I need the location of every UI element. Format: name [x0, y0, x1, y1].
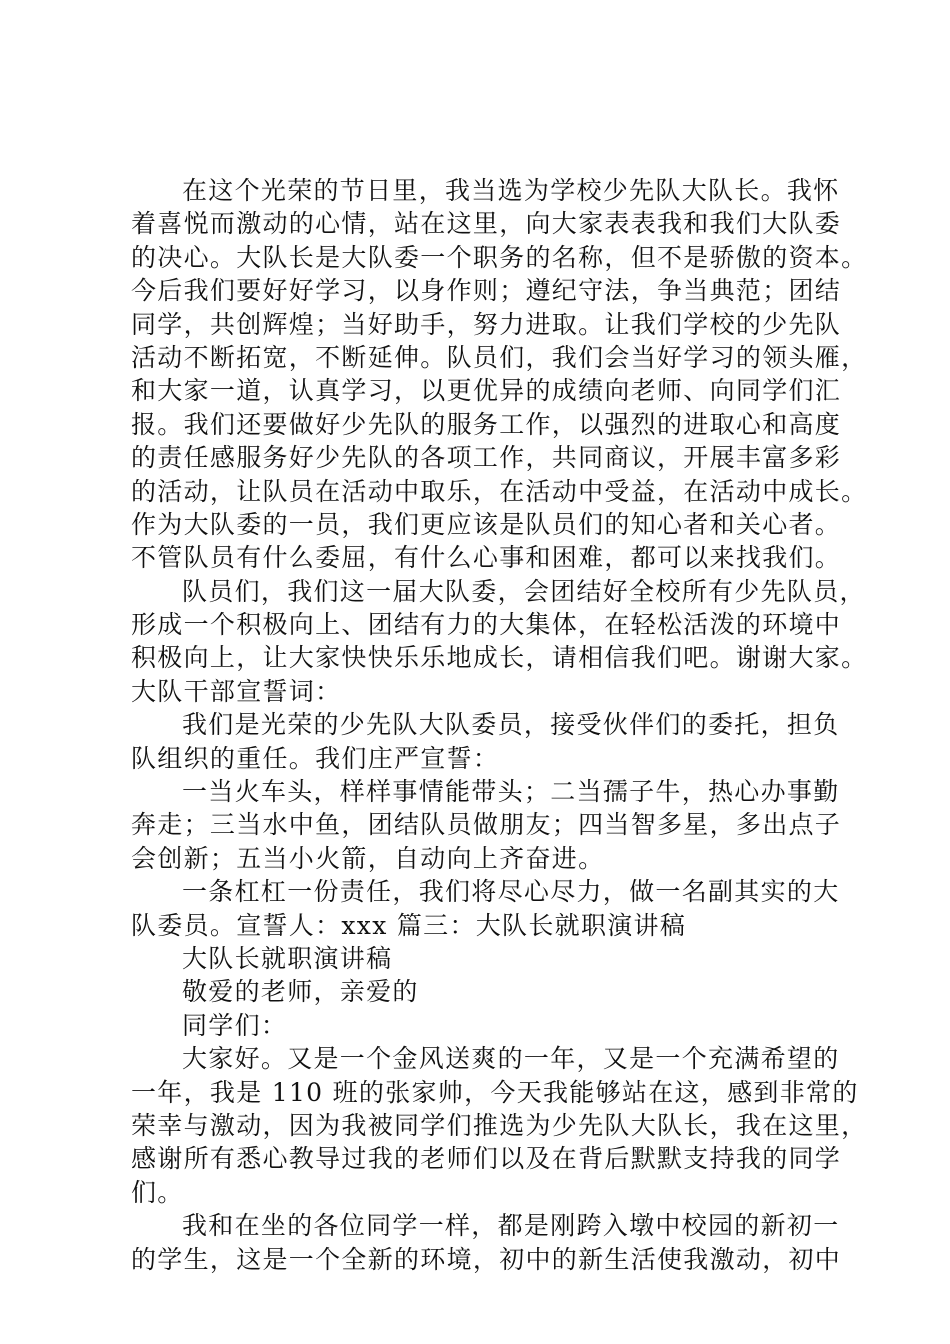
document-body	[131, 174, 868, 1276]
text-line: 的活动，让队员在活动中取乐，在活动中受益，在活动中成长。	[131, 476, 868, 506]
text-line: 们。	[131, 1177, 184, 1207]
text-line: 和大家一道，认真学习，以更优异的成绩向老师、向同学们汇	[131, 376, 842, 406]
text-line: 队委员。宣誓人：xxx 篇三：大队长就职演讲稿	[131, 910, 687, 940]
text-line: 的决心。大队长是大队委一个职务的名称，但不是骄傲的资本。	[131, 242, 868, 272]
text-line: 队员们，我们这一届大队委，会团结好全校所有少先队员，	[182, 576, 866, 606]
text-line: 今后我们要好好学习，以身作则；遵纪守法，争当典范；团结	[131, 276, 842, 306]
text-line: 作为大队委的一员，我们更应该是队员们的知心者和关心者。	[131, 509, 842, 539]
text-line: 不管队员有什么委屈，有什么心事和困难，都可以来找我们。	[131, 543, 842, 573]
text-line: 敬爱的老师，亲爱的	[182, 977, 419, 1007]
text-line: 一年，我是 110 班的张家帅，今天我能够站在这，感到非常的	[131, 1077, 859, 1107]
text-line: 着喜悦而激动的心情，站在这里，向大家表表我和我们大队委	[131, 209, 842, 239]
text-line: 感谢所有悉心教导过我的老师们以及在背后默默支持我的同学	[131, 1144, 842, 1174]
text-line: 会创新；五当小火箭，自动向上齐奋进。	[131, 843, 605, 873]
text-line: 同学们：	[182, 1010, 288, 1040]
text-line: 大家好。又是一个金风送爽的一年，又是一个充满希望的	[182, 1044, 840, 1074]
text-line: 大队干部宣誓词：	[131, 676, 342, 706]
text-line: 形成一个积极向上、团结有力的大集体，在轻松活泼的环境中	[131, 610, 842, 640]
text-line: 的学生，这是一个全新的环境，初中的新生活使我激动，初中	[131, 1244, 842, 1274]
text-line: 报。我们还要做好少先队的服务工作，以强烈的进取心和高度	[131, 409, 842, 439]
text-line: 在这个光荣的节日里，我当选为学校少先队大队长。我怀	[182, 176, 840, 205]
text-line: 我和在坐的各位同学一样，都是刚跨入墩中校园的新初一	[182, 1211, 840, 1241]
text-line: 大队长就职演讲稿	[182, 943, 393, 973]
text-line: 荣幸与激动，因为我被同学们推选为少先队大队长，我在这里，	[131, 1110, 868, 1140]
text-line: 奔走；三当水中鱼，团结队员做朋友；四当智多星，多出点子	[131, 810, 842, 840]
text-line: 一当火车头，样样事情能带头；二当孺子牛，热心办事勤	[182, 777, 840, 807]
text-line: 一条杠杠一份责任，我们将尽心尽力，做一名副其实的大	[182, 877, 840, 907]
text-line: 的责任感服务好少先队的各项工作，共同商议，开展丰富多彩	[131, 443, 842, 473]
text-line: 我们是光荣的少先队大队委员，接受伙伴们的委托，担负	[182, 710, 840, 740]
text-line: 同学，共创辉煌；当好助手，努力进取。让我们学校的少先队	[131, 309, 842, 339]
text-line: 活动不断拓宽，不断延伸。队员们，我们会当好学习的领头雁，	[131, 342, 868, 372]
text-line: 队组织的重任。我们庄严宣誓：	[131, 743, 500, 773]
text-line: 积极向上，让大家快快乐乐地成长，请相信我们吧。谢谢大家。	[131, 643, 868, 673]
